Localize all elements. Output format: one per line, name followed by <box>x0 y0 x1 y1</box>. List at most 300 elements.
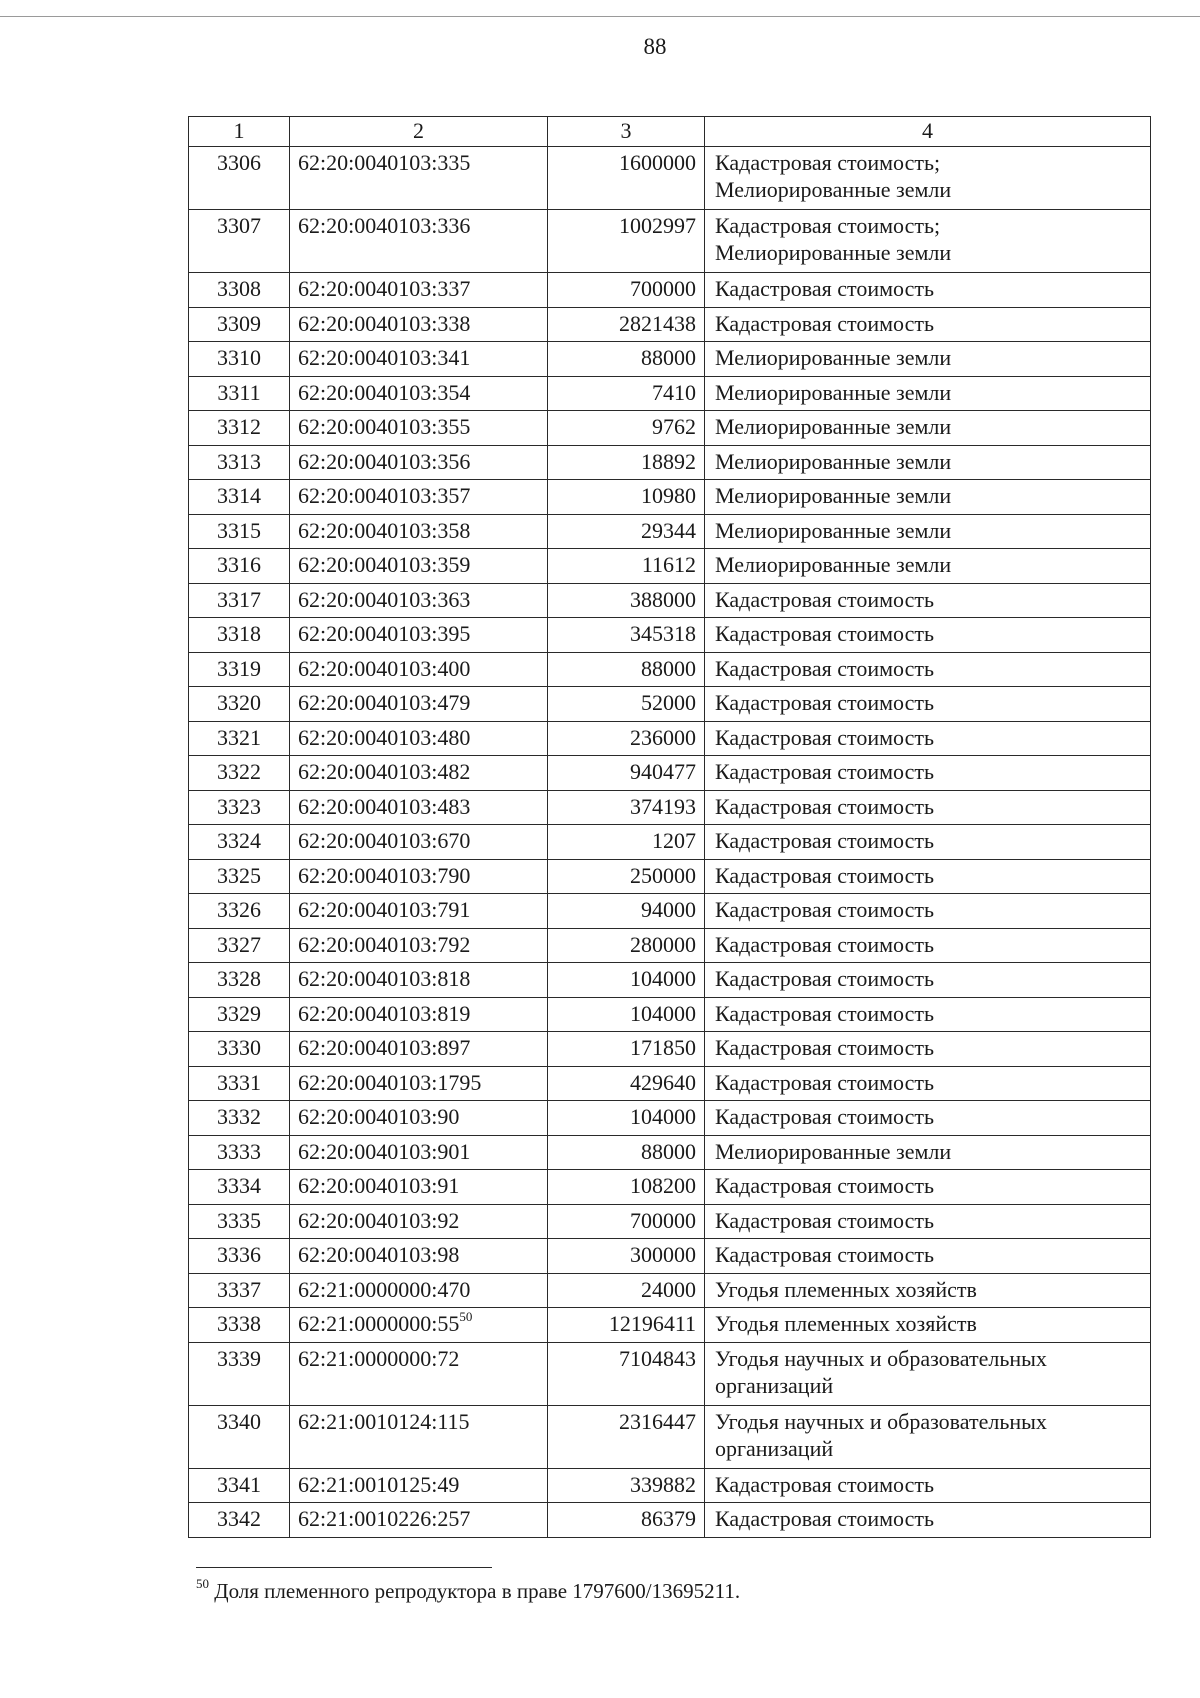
cadastral-number-cell <box>290 273 548 308</box>
table-row <box>189 652 1151 687</box>
category-cell <box>705 1273 1151 1308</box>
value-cell-text: 339882 <box>630 1471 696 1497</box>
cadastral-number-cell-text: 62:20:0040103:363 <box>298 586 471 612</box>
row-number-cell-text: 3332 <box>217 1104 261 1129</box>
value-cell <box>548 1503 705 1538</box>
row-number-cell <box>189 790 290 825</box>
category-cell-text: Мелиорированные земли <box>715 552 952 577</box>
table-row <box>189 342 1151 377</box>
cadastral-number-cell-text: 62:20:0040103:818 <box>298 966 471 991</box>
category-cell-text: Кадастровая стоимость <box>715 1207 934 1233</box>
category-cell <box>705 210 1151 273</box>
value-cell-text: 700000 <box>630 1207 696 1233</box>
row-number-cell-text: 3321 <box>217 724 261 750</box>
cadastral-number-cell-text: 62:20:0040103:98 <box>298 1242 460 1267</box>
value-cell <box>548 928 705 963</box>
category-cell-text: Кадастровая стоимость <box>715 1069 934 1095</box>
table-row <box>189 514 1151 549</box>
table-body <box>189 147 1151 1538</box>
cadastral-number-cell <box>290 376 548 411</box>
value-cell-text: 9762 <box>652 414 696 439</box>
cadastral-number-cell <box>290 1066 548 1101</box>
table-row <box>189 1170 1151 1205</box>
table-header-row <box>189 117 1151 147</box>
category-cell <box>705 1170 1151 1205</box>
category-cell-text: Угодья научных и образовательных организаций <box>715 1345 1047 1398</box>
row-number-cell <box>189 1032 290 1067</box>
category-cell-text: Кадастровая стоимость <box>715 586 934 612</box>
cadastral-number-cell <box>290 445 548 480</box>
cadastral-number-cell <box>290 652 548 687</box>
cadastral-number-cell-text: 62:21:0000000:72 <box>298 1345 460 1371</box>
category-cell <box>705 618 1151 653</box>
row-number-cell <box>189 1342 290 1405</box>
category-cell-text: Кадастровая стоимость; Мелиорированные земли <box>715 213 952 265</box>
cadastral-number-cell-text: 62:20:0040103:901 <box>298 1138 471 1164</box>
row-number-cell <box>189 1066 290 1101</box>
category-cell <box>705 1066 1151 1101</box>
value-cell <box>548 376 705 411</box>
value-cell-text: 104000 <box>630 966 696 991</box>
value-cell-text: 12196411 <box>608 1311 696 1336</box>
row-number-cell <box>189 963 290 998</box>
value-cell <box>548 721 705 756</box>
category-cell-text: Кадастровая стоимость <box>715 621 934 646</box>
value-cell-text: 88000 <box>641 1138 696 1164</box>
cadastral-number-cell-text: 62:20:0040103:897 <box>298 1035 471 1060</box>
category-cell <box>705 1101 1151 1136</box>
value-cell <box>548 963 705 998</box>
cadastral-number-cell <box>290 1503 548 1538</box>
category-cell <box>705 549 1151 584</box>
row-number-cell <box>189 618 290 653</box>
row-number-cell-text: 3323 <box>217 793 261 819</box>
value-cell <box>548 652 705 687</box>
category-cell-text: Кадастровая стоимость <box>715 1000 934 1026</box>
value-cell-text: 29344 <box>641 517 696 543</box>
row-number-cell-text: 3310 <box>217 345 261 370</box>
category-cell <box>705 480 1151 515</box>
table-row <box>189 1101 1151 1136</box>
column-header: 3 <box>548 117 705 147</box>
row-number-cell <box>189 1405 290 1468</box>
category-cell <box>705 687 1151 722</box>
value-cell-text: 1207 <box>652 828 696 853</box>
cadastral-number-cell-text: 62:21:0010124:115 <box>298 1408 470 1434</box>
row-number-cell-text: 3331 <box>217 1069 261 1095</box>
cadastral-number-cell <box>290 342 548 377</box>
footnote-reference: 50 <box>459 1308 473 1324</box>
value-cell <box>548 342 705 377</box>
value-cell <box>548 480 705 515</box>
row-number-cell <box>189 652 290 687</box>
table-row <box>189 210 1151 273</box>
row-number-cell <box>189 411 290 446</box>
category-cell-text: Кадастровая стоимость; Мелиорированные земли <box>715 150 952 202</box>
row-number-cell <box>189 1101 290 1136</box>
cadastral-number-cell-text: 62:20:0040103:91 <box>298 1173 460 1198</box>
category-cell-text: Кадастровая стоимость <box>715 1242 934 1267</box>
row-number-cell-text: 3328 <box>217 966 261 991</box>
table-row <box>189 825 1151 860</box>
value-cell-text: 86379 <box>641 1506 696 1531</box>
category-cell-text: Мелиорированные земли <box>715 379 952 405</box>
row-number-cell <box>189 928 290 963</box>
value-cell <box>548 894 705 929</box>
cadastral-number-cell <box>290 1135 548 1170</box>
cadastral-number-cell <box>290 1405 548 1468</box>
category-cell <box>705 1308 1151 1343</box>
row-number-cell <box>189 210 290 273</box>
column-header: 1 <box>189 117 290 147</box>
value-cell <box>548 756 705 791</box>
value-cell <box>548 147 705 210</box>
footnote-marker: 50 <box>196 1576 209 1591</box>
row-number-cell <box>189 1135 290 1170</box>
cadastral-number-cell <box>290 790 548 825</box>
table-row <box>189 721 1151 756</box>
cadastral-number-cell-text: 62:20:0040103:792 <box>298 931 471 957</box>
table-row <box>189 1273 1151 1308</box>
value-cell <box>548 618 705 653</box>
value-cell-text: 24000 <box>641 1276 696 1302</box>
category-cell-text: Кадастровая стоимость <box>715 1173 934 1198</box>
category-cell <box>705 1032 1151 1067</box>
value-cell-text: 94000 <box>641 897 696 922</box>
category-cell <box>705 652 1151 687</box>
table-row <box>189 1468 1151 1503</box>
cadastral-number-cell-text: 62:20:0040103:90 <box>298 1104 460 1129</box>
cadastral-number-cell <box>290 1101 548 1136</box>
value-cell-text: 52000 <box>641 690 696 715</box>
category-cell-text: Мелиорированные земли <box>715 1138 952 1164</box>
value-cell <box>548 411 705 446</box>
category-cell <box>705 445 1151 480</box>
row-number-cell-text: 3337 <box>217 1276 261 1302</box>
row-number-cell <box>189 756 290 791</box>
table-row <box>189 445 1151 480</box>
row-number-cell-text: 3324 <box>217 828 261 853</box>
row-number-cell <box>189 445 290 480</box>
row-number-cell <box>189 997 290 1032</box>
value-cell <box>548 859 705 894</box>
cadastral-number-cell <box>290 583 548 618</box>
table-row <box>189 1342 1151 1405</box>
row-number-cell-text: 3327 <box>217 931 261 957</box>
row-number-cell-text: 3314 <box>217 483 261 508</box>
value-cell-text: 108200 <box>630 1173 696 1198</box>
footnote-divider <box>196 1567 492 1568</box>
cadastral-number-cell <box>290 411 548 446</box>
category-cell <box>705 1405 1151 1468</box>
cadastral-number-cell-text: 62:20:0040103:819 <box>298 1000 471 1026</box>
category-cell <box>705 997 1151 1032</box>
cadastral-number-cell <box>290 687 548 722</box>
value-cell <box>548 1342 705 1405</box>
category-cell <box>705 1204 1151 1239</box>
category-cell-text: Мелиорированные земли <box>715 345 952 370</box>
cadastral-number-cell-text: 62:20:0040103:92 <box>298 1207 460 1233</box>
page-number: 88 <box>643 34 667 59</box>
value-cell <box>548 1066 705 1101</box>
category-cell <box>705 1342 1151 1405</box>
value-cell <box>548 549 705 584</box>
cadastral-number-cell-text: 62:20:0040103:479 <box>298 690 471 715</box>
row-number-cell-text: 3334 <box>217 1173 261 1198</box>
category-cell <box>705 963 1151 998</box>
row-number-cell <box>189 307 290 342</box>
row-number-cell <box>189 1204 290 1239</box>
row-number-cell <box>189 514 290 549</box>
table-row <box>189 1135 1151 1170</box>
category-cell-text: Кадастровая стоимость <box>715 1471 934 1497</box>
value-cell <box>548 687 705 722</box>
row-number-cell-text: 3330 <box>217 1035 261 1060</box>
table-row <box>189 549 1151 584</box>
row-number-cell <box>189 894 290 929</box>
cadastral-number-cell-text: 62:20:0040103:341 <box>298 345 471 370</box>
category-cell <box>705 583 1151 618</box>
row-number-cell-text: 3341 <box>217 1471 261 1497</box>
category-cell-text: Кадастровая стоимость <box>715 966 934 991</box>
value-cell-text: 18892 <box>641 448 696 474</box>
table-row <box>189 1239 1151 1274</box>
cadastral-number-cell <box>290 1342 548 1405</box>
value-cell-text: 280000 <box>630 931 696 957</box>
cadastral-number-cell <box>290 894 548 929</box>
row-number-cell-text: 3306 <box>217 150 261 175</box>
table-row <box>189 1308 1151 1343</box>
value-cell-text: 429640 <box>630 1069 696 1095</box>
value-cell <box>548 445 705 480</box>
row-number-cell-text: 3339 <box>217 1345 261 1371</box>
cadastral-number-cell-text: 62:20:0040103:354 <box>298 379 471 405</box>
cadastral-number-cell-text: 62:20:0040103:480 <box>298 724 471 750</box>
value-cell <box>548 1135 705 1170</box>
category-cell-text: Угодья племенных хозяйств <box>715 1276 977 1302</box>
row-number-cell-text: 3316 <box>217 552 261 577</box>
category-cell-text: Угодья научных и образовательных организаций <box>715 1408 1047 1461</box>
value-cell <box>548 1239 705 1274</box>
value-cell-text: 700000 <box>630 276 696 301</box>
row-number-cell-text: 3308 <box>217 276 261 301</box>
value-cell-text: 88000 <box>641 345 696 370</box>
row-number-cell-text: 3313 <box>217 448 261 474</box>
cadastral-number-cell-text: 62:20:0040103:357 <box>298 483 471 508</box>
row-number-cell-text: 3342 <box>217 1506 261 1531</box>
value-cell <box>548 514 705 549</box>
value-cell-text: 171850 <box>630 1035 696 1060</box>
value-cell <box>548 1032 705 1067</box>
value-cell-text: 374193 <box>630 793 696 819</box>
value-cell <box>548 825 705 860</box>
category-cell-text: Кадастровая стоимость <box>715 655 934 681</box>
category-cell-text: Мелиорированные земли <box>715 448 952 474</box>
value-cell-text: 236000 <box>630 724 696 750</box>
value-cell <box>548 1273 705 1308</box>
value-cell <box>548 583 705 618</box>
row-number-cell <box>189 859 290 894</box>
cadastral-number-cell-text: 62:21:0000000:470 <box>298 1276 471 1302</box>
category-cell-text: Кадастровая стоимость <box>715 862 934 888</box>
cadastral-number-cell <box>290 997 548 1032</box>
footnote-text: Доля племенного репродуктора в праве 1797600/13695211. <box>214 1579 741 1603</box>
category-cell <box>705 721 1151 756</box>
row-number-cell-text: 3311 <box>217 379 261 405</box>
row-number-cell-text: 3318 <box>217 621 261 646</box>
value-cell-text: 940477 <box>630 759 696 784</box>
category-cell-text: Кадастровая стоимость <box>715 1506 934 1531</box>
cadastral-number-cell-text: 62:20:0040103:355 <box>298 414 471 439</box>
cadastral-number-cell-text: 62:20:0040103:358 <box>298 517 471 543</box>
footnote <box>196 1578 740 1604</box>
row-number-cell <box>189 147 290 210</box>
category-cell <box>705 147 1151 210</box>
category-cell <box>705 342 1151 377</box>
cadastral-number-cell <box>290 514 548 549</box>
cadastral-number-cell <box>290 1204 548 1239</box>
column-header: 2 <box>290 117 548 147</box>
table-row <box>189 894 1151 929</box>
row-number-cell <box>189 825 290 860</box>
cadastral-number-cell <box>290 756 548 791</box>
value-cell-text: 1002997 <box>619 213 696 238</box>
table-row <box>189 1032 1151 1067</box>
value-cell-text: 1600000 <box>619 150 696 175</box>
row-number-cell-text: 3315 <box>217 517 261 543</box>
table-row <box>189 997 1151 1032</box>
category-cell <box>705 790 1151 825</box>
value-cell-text: 388000 <box>630 586 696 612</box>
value-cell <box>548 1405 705 1468</box>
cadastral-number-cell-text: 62:20:0040103:483 <box>298 793 471 819</box>
table-row <box>189 790 1151 825</box>
cadastral-number-cell-text: 62:21:0010125:49 <box>298 1471 460 1497</box>
row-number-cell-text: 3333 <box>217 1138 261 1164</box>
value-cell <box>548 1170 705 1205</box>
value-cell <box>548 997 705 1032</box>
table-row <box>189 376 1151 411</box>
category-cell <box>705 1468 1151 1503</box>
table-row <box>189 756 1151 791</box>
category-cell-text: Кадастровая стоимость <box>715 793 934 819</box>
value-cell-text: 345318 <box>630 621 696 646</box>
category-cell-text: Кадастровая стоимость <box>715 690 934 715</box>
category-cell <box>705 411 1151 446</box>
category-cell-text: Кадастровая стоимость <box>715 897 934 922</box>
value-cell-text: 104000 <box>630 1000 696 1026</box>
value-cell-text: 2821438 <box>619 310 696 336</box>
category-cell <box>705 756 1151 791</box>
table-row <box>189 147 1151 210</box>
category-cell-text: Кадастровая стоимость <box>715 276 934 301</box>
category-cell <box>705 1503 1151 1538</box>
row-number-cell-text: 3309 <box>217 310 261 336</box>
cadastral-number-cell <box>290 928 548 963</box>
row-number-cell <box>189 1468 290 1503</box>
cadastral-number-cell-text: 62:20:0040103:338 <box>298 310 471 336</box>
table-row <box>189 1405 1151 1468</box>
scan-edge-line <box>0 16 1200 17</box>
row-number-cell <box>189 687 290 722</box>
cadastral-number-cell-text: 62:20:0040103:336 <box>298 213 471 238</box>
category-cell-text: Мелиорированные земли <box>715 517 952 543</box>
cadastral-number-cell <box>290 1468 548 1503</box>
cadastral-number-cell-text: 62:20:0040103:356 <box>298 448 471 474</box>
table-row <box>189 687 1151 722</box>
table-row <box>189 480 1151 515</box>
row-number-cell <box>189 1503 290 1538</box>
value-cell-text: 104000 <box>630 1104 696 1129</box>
category-cell <box>705 307 1151 342</box>
row-number-cell-text: 3325 <box>217 862 261 888</box>
table-row <box>189 928 1151 963</box>
row-number-cell <box>189 342 290 377</box>
cadastral-number-cell <box>290 1273 548 1308</box>
cadastral-number-cell <box>290 963 548 998</box>
row-number-cell <box>189 721 290 756</box>
value-cell-text: 88000 <box>641 655 696 681</box>
cadastral-number-cell-text: 62:21:0000000:55 <box>298 1311 460 1336</box>
table-row <box>189 859 1151 894</box>
cadastral-number-cell <box>290 859 548 894</box>
value-cell-text: 7104843 <box>619 1345 696 1371</box>
category-cell-text: Кадастровая стоимость <box>715 931 934 957</box>
row-number-cell-text: 3336 <box>217 1242 261 1267</box>
cadastral-number-cell-text: 62:20:0040103:400 <box>298 655 471 681</box>
category-cell-text: Кадастровая стоимость <box>715 310 934 336</box>
cadastral-number-cell <box>290 549 548 584</box>
category-cell <box>705 894 1151 929</box>
cadastral-number-cell <box>290 210 548 273</box>
cadastral-number-cell-text: 62:20:0040103:337 <box>298 276 471 301</box>
cadastral-number-cell-text: 62:20:0040103:791 <box>298 897 471 922</box>
category-cell-text: Угодья племенных хозяйств <box>715 1311 977 1336</box>
cadastral-number-cell-text: 62:21:0010226:257 <box>298 1506 471 1531</box>
value-cell-text: 2316447 <box>619 1408 696 1434</box>
cadastral-number-cell-text: 62:20:0040103:335 <box>298 150 471 175</box>
column-header: 4 <box>705 117 1151 147</box>
value-cell-text: 7410 <box>652 379 696 405</box>
value-cell <box>548 1468 705 1503</box>
value-cell <box>548 790 705 825</box>
land-register-table <box>188 116 1151 1538</box>
category-cell-text: Мелиорированные земли <box>715 483 952 508</box>
category-cell-text: Кадастровая стоимость <box>715 724 934 750</box>
value-cell <box>548 273 705 308</box>
cadastral-number-cell <box>290 307 548 342</box>
category-cell <box>705 859 1151 894</box>
cadastral-number-cell-text: 62:20:0040103:670 <box>298 828 471 853</box>
row-number-cell-text: 3317 <box>217 586 261 612</box>
cadastral-number-cell-text: 62:20:0040103:790 <box>298 862 471 888</box>
cadastral-number-cell <box>290 825 548 860</box>
category-cell <box>705 1239 1151 1274</box>
row-number-cell-text: 3319 <box>217 655 261 681</box>
row-number-cell-text: 3335 <box>217 1207 261 1233</box>
cadastral-number-cell <box>290 1032 548 1067</box>
category-cell-text: Мелиорированные земли <box>715 414 952 439</box>
cadastral-number-cell-text: 62:20:0040103:482 <box>298 759 471 784</box>
category-cell <box>705 825 1151 860</box>
row-number-cell-text: 3307 <box>217 213 261 238</box>
row-number-cell <box>189 376 290 411</box>
cadastral-number-cell-text: 62:20:0040103:395 <box>298 621 471 646</box>
table-row <box>189 963 1151 998</box>
table-row <box>189 1204 1151 1239</box>
row-number-cell-text: 3338 <box>217 1311 261 1336</box>
category-cell <box>705 1135 1151 1170</box>
